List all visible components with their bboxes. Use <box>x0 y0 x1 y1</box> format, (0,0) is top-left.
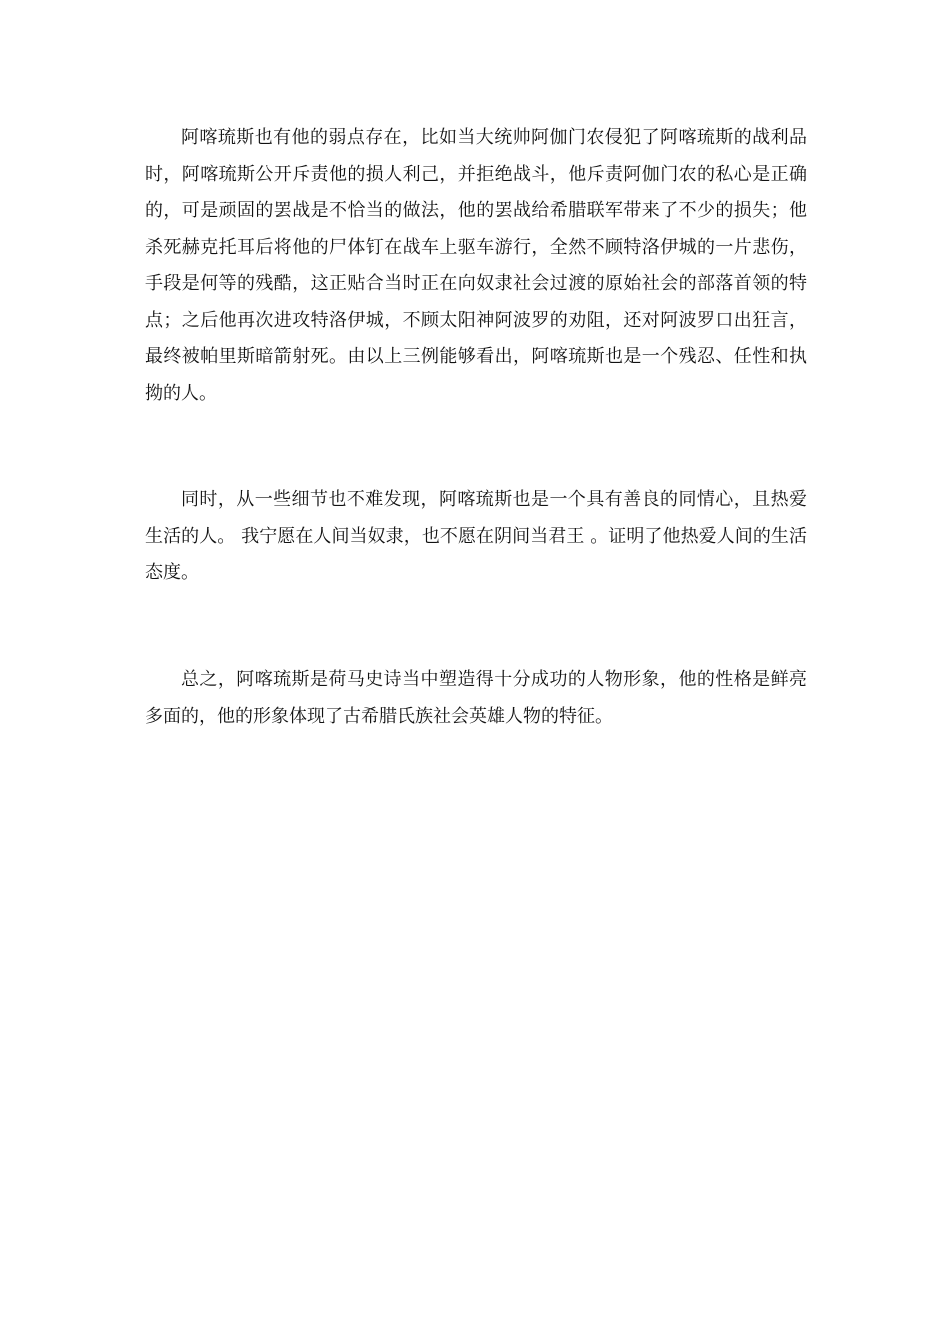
paragraph-weaknesses: 阿喀琉斯也有他的弱点存在，比如当大统帅阿伽门农侵犯了阿喀琉斯的战利品时，阿喀琉斯公开斥责他的损人利己，并拒绝战斗，他斥责阿伽门农的私心是正确的，可是顽固的罢战是不恰当的做法，他的罢战给希腊联军带来了不少的损失；他杀死赫克托耳后将他的尸体钉在战车上驱车游行，全然不顾特洛伊城的一片悲伤，手段是何等的残酷，这正贴合当时正在向奴隶社会过渡的原始社会的部落首领的特点；之后他再次进攻特洛伊城，不顾太阳神阿波罗的劝阻，还对阿波罗口出狂言，最终被帕里斯暗箭射死。由以上三例能够看出，阿喀琉斯也是一个残忍、任性和执拗的人。 <box>145 127 807 404</box>
paragraph-conclusion: 总之，阿喀琉斯是荷马史诗当中塑造得十分成功的人物形象，他的性格是鲜亮多面的，他的形象体现了古希腊氏族社会英雄人物的特征。 <box>145 669 807 727</box>
paragraph-compassion: 同时，从一些细节也不难发现，阿喀琉斯也是一个具有善良的同情心，且热爱生活的人。 我宁愿在人间当奴隶，也不愿在阴间当君王 。证明了他热爱人间的生活态度。 <box>145 489 807 583</box>
